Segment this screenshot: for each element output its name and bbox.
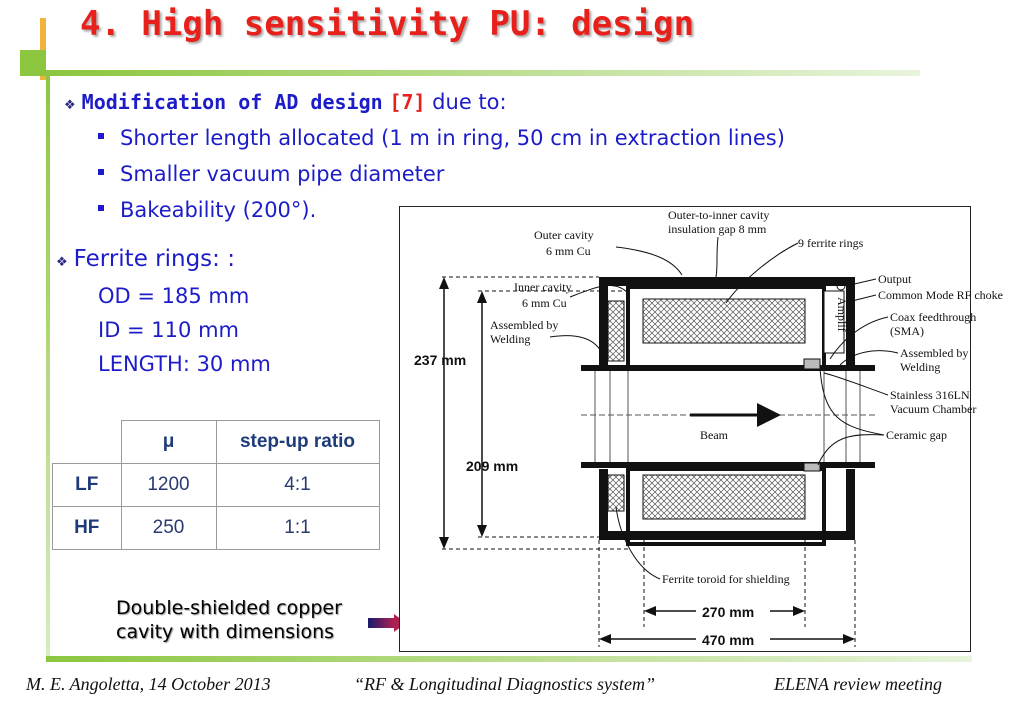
diamond-bullet-icon: ❖ [64, 98, 76, 113]
label-vacuum-chamber: Vacuum Chamber [890, 402, 977, 416]
label-outer-cavity: Outer cavity [534, 228, 594, 242]
table-header-cell: step-up ratio [216, 421, 379, 464]
table-header-cell: μ [121, 421, 216, 464]
label-stainless: Stainless 316LN [890, 388, 970, 402]
title-underline [50, 70, 920, 76]
label-assembled-left: Assembled by [490, 318, 559, 332]
label-ferrite-rings: 9 ferrite rings [798, 236, 864, 250]
cavity-diagram-svg [400, 207, 1003, 651]
label-insulation-gap: insulation gap 8 mm [668, 222, 767, 236]
caption-line: cavity with dimensions [116, 621, 335, 643]
label-coax-feedthrough: Coax feedthrough [890, 310, 977, 324]
shield-toroid-top [608, 301, 624, 361]
table-cell: 4:1 [216, 464, 379, 507]
label-output: Output [878, 272, 912, 286]
sub-item-text: Smaller vacuum pipe diameter [120, 162, 445, 186]
table-row-label: LF [53, 464, 122, 507]
table-row [53, 507, 380, 550]
footer-line [46, 656, 972, 662]
sub-item [98, 162, 444, 186]
label-beam: Beam [700, 428, 728, 442]
outer-cavity-bottom [599, 531, 855, 540]
accent-line-vertical [46, 70, 50, 660]
label-common-mode-choke: Common Mode RF choke [878, 288, 1003, 302]
dim-209-label: 209 mm [466, 458, 519, 474]
ferrite-heading [56, 246, 235, 272]
ferrite-id: ID = 110 mm [98, 318, 239, 342]
bullet-strong-text: Modification of AD design [81, 90, 383, 114]
table-corner-cell [53, 421, 122, 464]
dim-470-label: 470 mm [702, 632, 755, 648]
dim-237-label: 237 mm [414, 352, 467, 368]
ferrite-heading-text: Ferrite rings: : [73, 246, 235, 272]
outer-cavity-right-bottom [846, 469, 855, 540]
slide-title: 4. High sensitivity PU: design [80, 4, 695, 44]
label-ferrite-toroid: Ferrite toroid for shielding [662, 572, 790, 586]
vacuum-pipe-top [581, 365, 875, 371]
ferrite-od: OD = 185 mm [98, 284, 250, 308]
square-bullet-icon [98, 133, 104, 139]
label-assembled-right: Assembled by [900, 346, 969, 360]
label-outer-cavity-thickness: 6 mm Cu [546, 244, 591, 258]
sub-item [98, 198, 316, 222]
dim-270-label: 270 mm [702, 604, 755, 620]
label-welding-right: Welding [900, 360, 941, 374]
table-header-row [53, 421, 380, 464]
cavity-diagram [399, 206, 1003, 652]
square-bullet-icon [98, 169, 104, 175]
footer-meeting: ELENA review meeting [774, 674, 942, 694]
outer-cavity-left-bottom [599, 469, 608, 540]
ferrite-stack-bottom [643, 475, 805, 519]
reference-link[interactable]: [7] [389, 90, 426, 114]
table-row [53, 464, 380, 507]
sub-item-text: Shorter length allocated (1 m in ring, 50 cm in extraction lines) [120, 126, 785, 150]
caption-line: Double-shielded copper [116, 597, 342, 619]
label-outer-to-inner: Outer-to-inner cavity [668, 208, 770, 222]
figure-caption [116, 596, 342, 644]
label-sma: (SMA) [890, 324, 925, 338]
sub-item [98, 126, 785, 150]
table-row-label: HF [53, 507, 122, 550]
permeability-table [52, 420, 380, 550]
square-bullet-icon [98, 205, 104, 211]
amplifier-label: Amplif [835, 297, 849, 332]
bullet-rest-text: due to: [425, 90, 507, 114]
table-cell: 250 [121, 507, 216, 550]
label-ceramic-gap: Ceramic gap [886, 428, 947, 442]
table-cell: 1200 [121, 464, 216, 507]
footer-author: M. E. Angoletta, 14 October 2013 [26, 674, 271, 694]
sub-item-text: Bakeability (200°). [120, 198, 317, 222]
shield-toroid-bottom [608, 475, 624, 511]
label-welding-left: Welding [490, 332, 531, 346]
label-inner-cavity-thickness: 6 mm Cu [522, 296, 567, 310]
bullet-modification [64, 90, 507, 114]
accent-square [20, 50, 46, 76]
label-inner-cavity: Inner cavity [514, 280, 572, 294]
table-cell: 1:1 [216, 507, 379, 550]
ferrite-length: LENGTH: 30 mm [98, 352, 271, 376]
ferrite-stack-top [643, 299, 805, 343]
vacuum-pipe-bottom [581, 462, 875, 468]
diamond-bullet-icon: ❖ [56, 255, 68, 270]
footer-talk-title: “RF & Longitudinal Diagnostics system” [354, 674, 656, 694]
outer-cavity-top [599, 277, 855, 286]
